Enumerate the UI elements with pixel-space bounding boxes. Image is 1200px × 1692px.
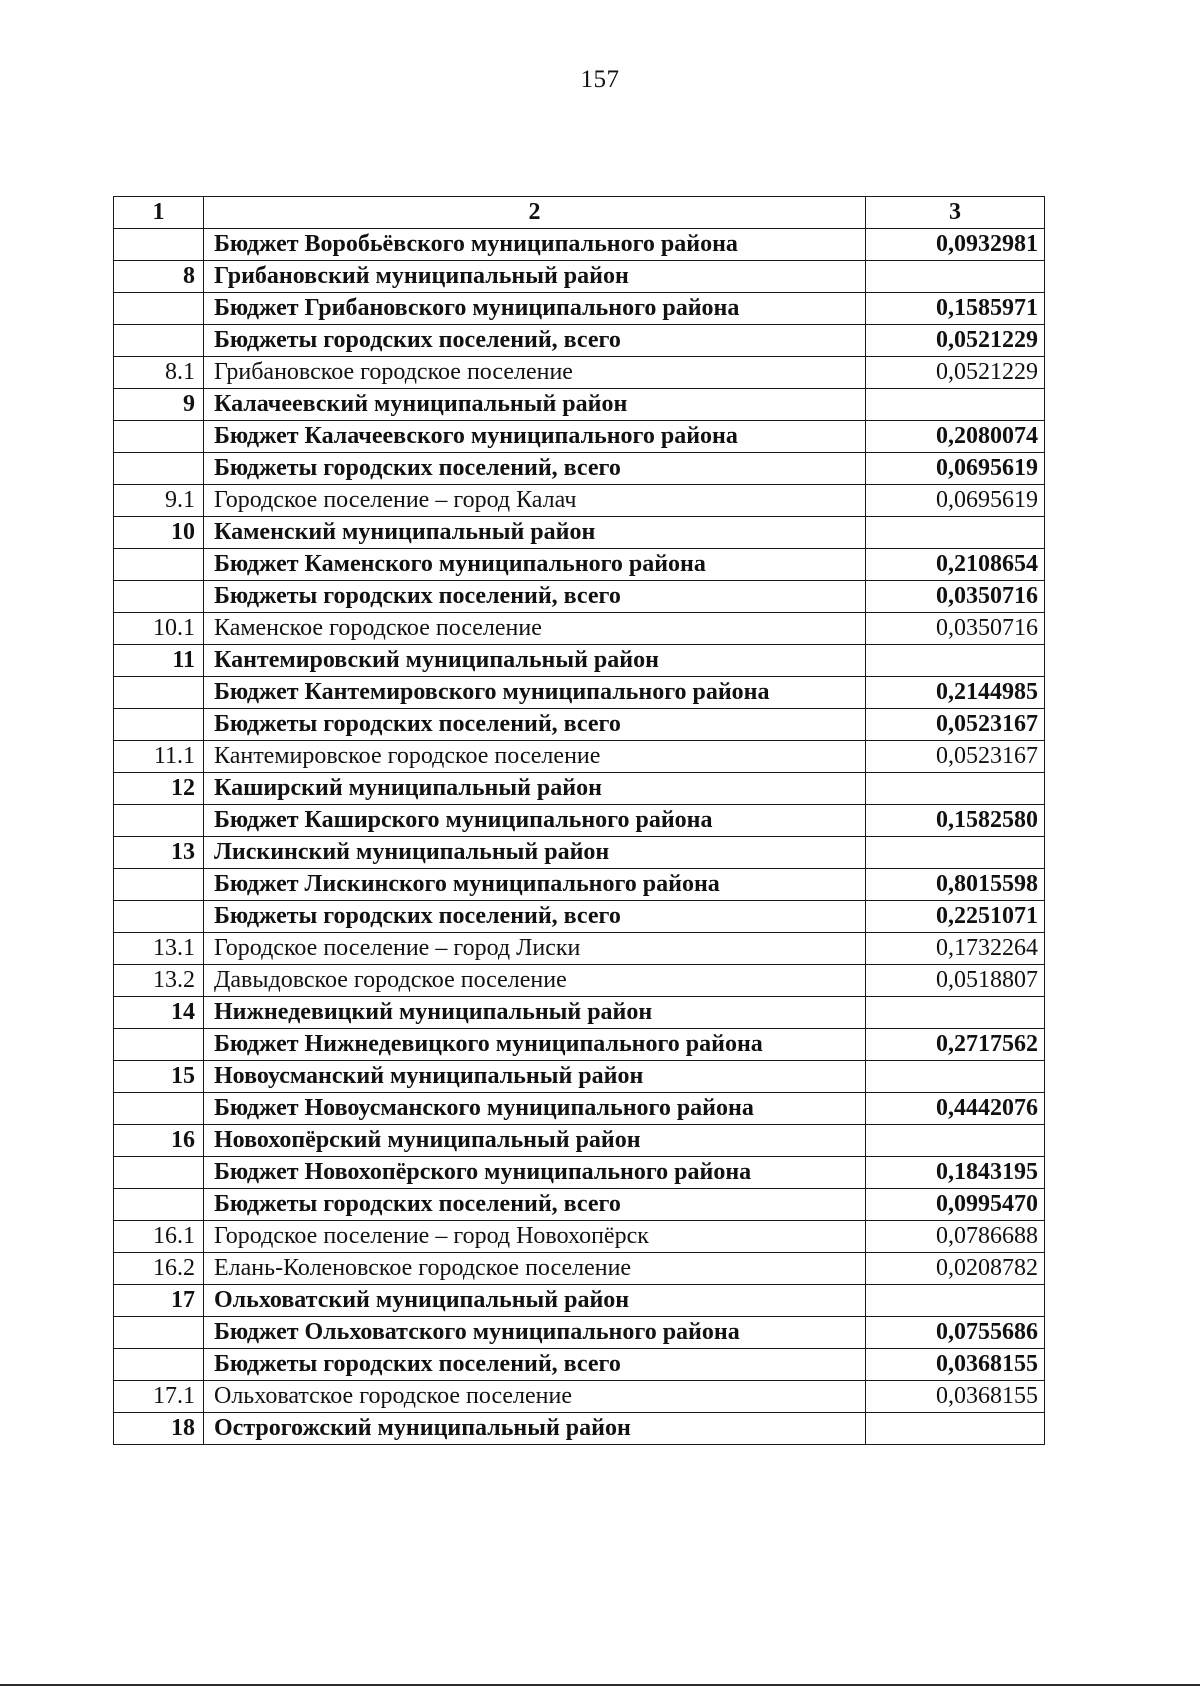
- row-number-cell: 14: [114, 997, 204, 1029]
- row-number-cell: 13.1: [114, 933, 204, 965]
- table-row: [114, 869, 1045, 901]
- row-value-cell: 0,0695619: [866, 453, 1045, 485]
- page-number: 157: [580, 66, 620, 93]
- row-number-cell: [114, 1349, 204, 1381]
- row-name-cell: Бюджет Воробьёвского муниципального района: [204, 229, 866, 261]
- table-row: [114, 1253, 1045, 1285]
- row-number-cell: 16.2: [114, 1253, 204, 1285]
- header-col-2: 2: [204, 197, 866, 229]
- table-row: [114, 741, 1045, 773]
- table-row: [114, 997, 1045, 1029]
- table-row: [114, 901, 1045, 933]
- row-value-cell: 0,4442076: [866, 1093, 1045, 1125]
- row-value-cell: 0,0755686: [866, 1317, 1045, 1349]
- row-number-cell: [114, 293, 204, 325]
- row-name-cell: Бюджет Лискинского муниципального района: [204, 869, 866, 901]
- row-number-cell: [114, 229, 204, 261]
- table-row: [114, 293, 1045, 325]
- row-value-cell: 0,2717562: [866, 1029, 1045, 1061]
- table-row: [114, 229, 1045, 261]
- row-name-cell: Бюджет Новоусманского муниципального района: [204, 1093, 866, 1125]
- row-name-cell: Новохопёрский муниципальный район: [204, 1125, 866, 1157]
- row-number-cell: 16: [114, 1125, 204, 1157]
- row-name-cell: Грибановский муниципальный район: [204, 261, 866, 293]
- table-row: [114, 1093, 1045, 1125]
- row-number-cell: [114, 1093, 204, 1125]
- table-row: [114, 1413, 1045, 1445]
- table-row: [114, 1349, 1045, 1381]
- table-row: [114, 325, 1045, 357]
- table-row: [114, 1157, 1045, 1189]
- row-number-cell: [114, 1189, 204, 1221]
- row-number-cell: 11.1: [114, 741, 204, 773]
- row-value-cell: [866, 261, 1045, 293]
- row-value-cell: 0,0208782: [866, 1253, 1045, 1285]
- row-name-cell: Бюджеты городских поселений, всего: [204, 325, 866, 357]
- row-number-cell: [114, 869, 204, 901]
- row-value-cell: 0,0786688: [866, 1221, 1045, 1253]
- row-name-cell: Бюджеты городских поселений, всего: [204, 709, 866, 741]
- row-number-cell: 18: [114, 1413, 204, 1445]
- row-value-cell: [866, 1413, 1045, 1445]
- row-name-cell: Кантемировский муниципальный район: [204, 645, 866, 677]
- row-number-cell: [114, 1157, 204, 1189]
- header-col-1: 1: [114, 197, 204, 229]
- row-value-cell: 0,0518807: [866, 965, 1045, 997]
- row-name-cell: Ольховатский муниципальный район: [204, 1285, 866, 1317]
- table-row: [114, 517, 1045, 549]
- row-number-cell: 17: [114, 1285, 204, 1317]
- row-value-cell: [866, 1285, 1045, 1317]
- row-value-cell: 0,0350716: [866, 613, 1045, 645]
- table-row: [114, 1189, 1045, 1221]
- row-number-cell: 8.1: [114, 357, 204, 389]
- row-number-cell: 9: [114, 389, 204, 421]
- table-row: [114, 805, 1045, 837]
- row-value-cell: 0,0932981: [866, 229, 1045, 261]
- table-row: [114, 1061, 1045, 1093]
- table-row: [114, 1125, 1045, 1157]
- row-value-cell: [866, 1061, 1045, 1093]
- row-name-cell: Ольховатское городское поселение: [204, 1381, 866, 1413]
- row-name-cell: Лискинский муниципальный район: [204, 837, 866, 869]
- table-row: [114, 1029, 1045, 1061]
- row-value-cell: 0,0368155: [866, 1349, 1045, 1381]
- row-number-cell: 12: [114, 773, 204, 805]
- row-number-cell: 10.1: [114, 613, 204, 645]
- row-value-cell: 0,0521229: [866, 357, 1045, 389]
- row-name-cell: Городское поселение – город Калач: [204, 485, 866, 517]
- row-name-cell: Грибановское городское поселение: [204, 357, 866, 389]
- row-number-cell: [114, 805, 204, 837]
- row-name-cell: Городское поселение – город Лиски: [204, 933, 866, 965]
- row-number-cell: 16.1: [114, 1221, 204, 1253]
- table-row: [114, 709, 1045, 741]
- row-number-cell: [114, 549, 204, 581]
- row-value-cell: 0,1732264: [866, 933, 1045, 965]
- row-name-cell: Бюджет Нижнедевицкого муниципального района: [204, 1029, 866, 1061]
- row-value-cell: 0,0521229: [866, 325, 1045, 357]
- table-row: [114, 645, 1045, 677]
- row-name-cell: Нижнедевицкий муниципальный район: [204, 997, 866, 1029]
- table-row: [114, 357, 1045, 389]
- row-name-cell: Калачеевский муниципальный район: [204, 389, 866, 421]
- budget-distribution-table: [113, 196, 1045, 1445]
- row-value-cell: 0,0995470: [866, 1189, 1045, 1221]
- table-row: [114, 933, 1045, 965]
- row-name-cell: Бюджет Грибановского муниципального района: [204, 293, 866, 325]
- row-number-cell: 8: [114, 261, 204, 293]
- row-value-cell: [866, 773, 1045, 805]
- row-name-cell: Бюджет Ольховатского муниципального района: [204, 1317, 866, 1349]
- row-name-cell: Новоусманский муниципальный район: [204, 1061, 866, 1093]
- table-row: [114, 1317, 1045, 1349]
- row-name-cell: Бюджеты городских поселений, всего: [204, 1189, 866, 1221]
- row-name-cell: Бюджеты городских поселений, всего: [204, 581, 866, 613]
- row-value-cell: [866, 997, 1045, 1029]
- row-name-cell: Бюджет Каменского муниципального района: [204, 549, 866, 581]
- row-name-cell: Каширский муниципальный район: [204, 773, 866, 805]
- row-name-cell: Бюджет Новохопёрского муниципального района: [204, 1157, 866, 1189]
- row-number-cell: 11: [114, 645, 204, 677]
- row-value-cell: 0,2080074: [866, 421, 1045, 453]
- row-value-cell: 0,2251071: [866, 901, 1045, 933]
- table-row: [114, 677, 1045, 709]
- table-row: [114, 581, 1045, 613]
- table-row: [114, 421, 1045, 453]
- row-number-cell: [114, 901, 204, 933]
- row-number-cell: [114, 709, 204, 741]
- row-value-cell: 0,0523167: [866, 709, 1045, 741]
- table-row: [114, 613, 1045, 645]
- row-number-cell: [114, 325, 204, 357]
- row-number-cell: 10: [114, 517, 204, 549]
- row-name-cell: Бюджет Калачеевского муниципального района: [204, 421, 866, 453]
- table-row: [114, 549, 1045, 581]
- row-value-cell: 0,0695619: [866, 485, 1045, 517]
- row-number-cell: [114, 677, 204, 709]
- row-number-cell: 13: [114, 837, 204, 869]
- table-header-row: [114, 197, 1045, 229]
- table-body: [114, 197, 1045, 1445]
- row-value-cell: 0,1585971: [866, 293, 1045, 325]
- row-name-cell: Елань-Коленовское городское поселение: [204, 1253, 866, 1285]
- header-col-3: 3: [866, 197, 1045, 229]
- row-name-cell: Бюджет Кантемировского муниципального района: [204, 677, 866, 709]
- row-value-cell: [866, 389, 1045, 421]
- row-number-cell: [114, 581, 204, 613]
- row-name-cell: Давыдовское городское поселение: [204, 965, 866, 997]
- row-number-cell: 17.1: [114, 1381, 204, 1413]
- row-value-cell: 0,2144985: [866, 677, 1045, 709]
- row-value-cell: [866, 1125, 1045, 1157]
- row-number-cell: [114, 1029, 204, 1061]
- table-row: [114, 773, 1045, 805]
- page-bottom-rule: [0, 1684, 1200, 1686]
- row-name-cell: Кантемировское городское поселение: [204, 741, 866, 773]
- row-name-cell: Острогожский муниципальный район: [204, 1413, 866, 1445]
- table-row: [114, 389, 1045, 421]
- table-row: [114, 1381, 1045, 1413]
- row-name-cell: Бюджеты городских поселений, всего: [204, 901, 866, 933]
- table-row: [114, 1221, 1045, 1253]
- row-number-cell: [114, 421, 204, 453]
- table-row: [114, 1285, 1045, 1317]
- row-value-cell: [866, 517, 1045, 549]
- table-row: [114, 485, 1045, 517]
- row-value-cell: 0,1582580: [866, 805, 1045, 837]
- row-value-cell: 0,8015598: [866, 869, 1045, 901]
- row-value-cell: 0,0350716: [866, 581, 1045, 613]
- row-name-cell: Бюджет Каширского муниципального района: [204, 805, 866, 837]
- row-name-cell: Городское поселение – город Новохопёрск: [204, 1221, 866, 1253]
- row-value-cell: 0,1843195: [866, 1157, 1045, 1189]
- table-row: [114, 453, 1045, 485]
- row-number-cell: 13.2: [114, 965, 204, 997]
- row-value-cell: 0,0523167: [866, 741, 1045, 773]
- row-number-cell: 15: [114, 1061, 204, 1093]
- row-value-cell: 0,0368155: [866, 1381, 1045, 1413]
- row-value-cell: [866, 645, 1045, 677]
- table-row: [114, 965, 1045, 997]
- row-number-cell: [114, 1317, 204, 1349]
- row-value-cell: 0,2108654: [866, 549, 1045, 581]
- row-name-cell: Каменский муниципальный район: [204, 517, 866, 549]
- table-row: [114, 261, 1045, 293]
- row-name-cell: Бюджеты городских поселений, всего: [204, 453, 866, 485]
- row-name-cell: Каменское городское поселение: [204, 613, 866, 645]
- table-row: [114, 837, 1045, 869]
- row-name-cell: Бюджеты городских поселений, всего: [204, 1349, 866, 1381]
- row-value-cell: [866, 837, 1045, 869]
- row-number-cell: 9.1: [114, 485, 204, 517]
- row-number-cell: [114, 453, 204, 485]
